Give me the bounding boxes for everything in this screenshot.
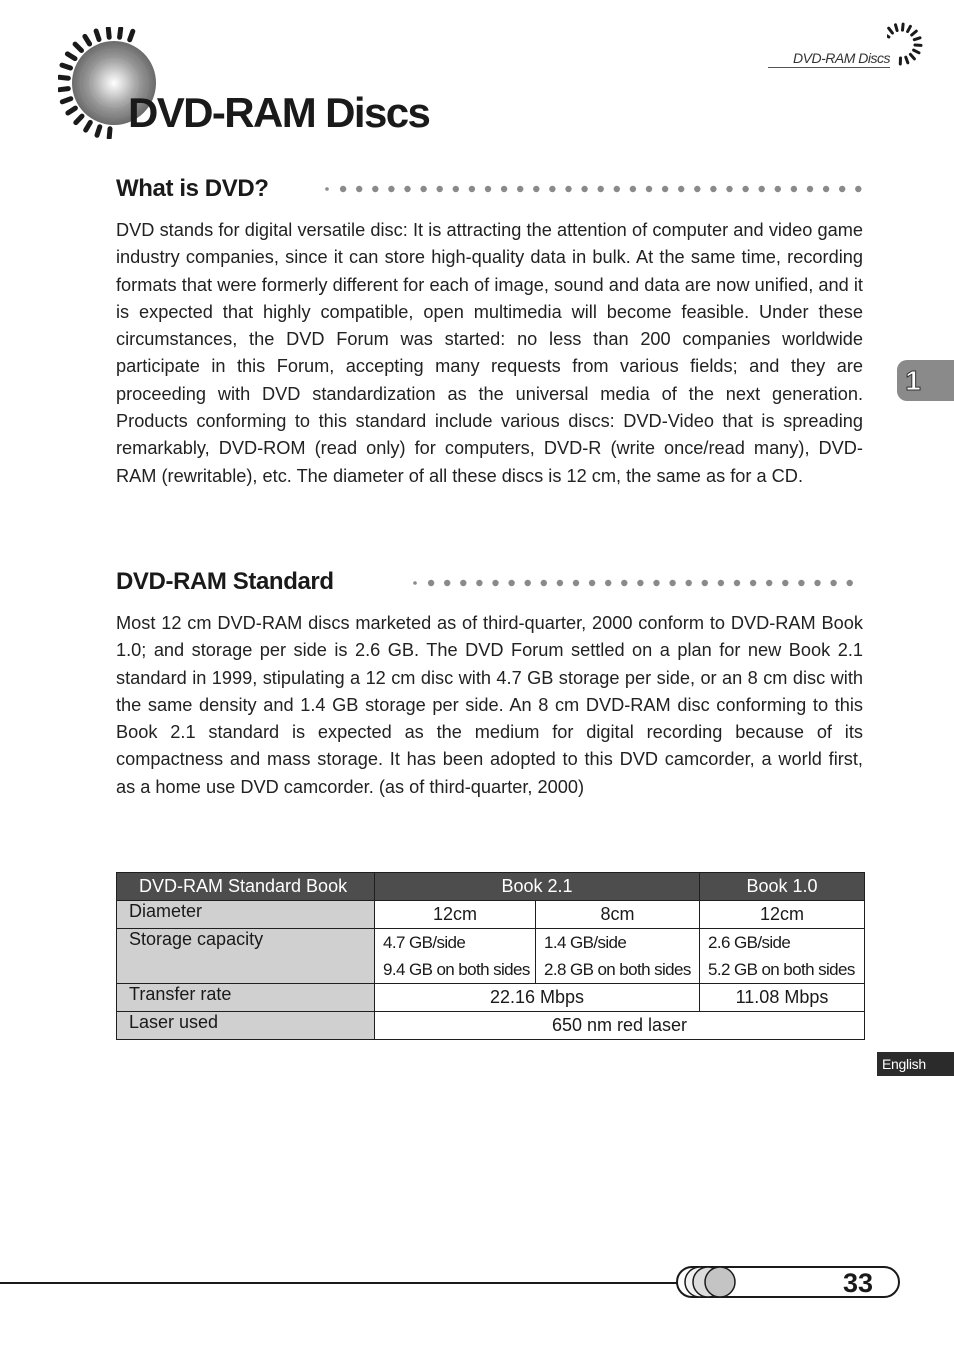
table-cell (375, 929, 536, 984)
table-cell: 22.16 Mbps (375, 984, 700, 1012)
capacity-both-sides: 2.8 GB on both sides (544, 960, 691, 979)
table-header-row (117, 873, 865, 901)
table-row (117, 1012, 865, 1040)
row-label-storage-capacity: Storage capacity (117, 929, 375, 984)
capacity-both-sides: 9.4 GB on both sides (383, 960, 530, 979)
row-label-transfer-rate: Transfer rate (117, 984, 375, 1012)
table-cell (700, 929, 865, 984)
table-row (117, 929, 865, 984)
capacity-per-side: 1.4 GB/side (544, 933, 627, 952)
table-header-cell: Book 1.0 (700, 873, 865, 901)
table-cell (536, 929, 700, 984)
table-cell: 11.08 Mbps (700, 984, 865, 1012)
header-swirl-icon (887, 18, 925, 70)
section-dots-divider (322, 184, 866, 194)
language-tab: English (877, 1052, 954, 1076)
section-dots-divider (410, 578, 866, 588)
chapter-tab (897, 360, 954, 401)
table-cell: 8cm (536, 901, 700, 929)
table-cell: 12cm (375, 901, 536, 929)
table-header-cell: DVD-RAM Standard Book (117, 873, 375, 901)
section-body-what-is-dvd: DVD stands for digital versatile disc: It is attracting the attention of computer and video game industry companies, since it can store high-quality data in bulk. At the same time, recording formats that were formerly different for each of image, sound and data are now unified, and it is expected that highly compatible, open multimedia will become feasible. Under these circumstances, the DVD Forum was started: no less than 200 companies worldwide participate in this Forum, accepting many requests from various fields; and they are proceeding with DVD standardization as the universal media of the next generation. Products conforming to this standard include various discs: DVD-Video that is spreading remarkably, DVD-ROM (read only) for computers, DVD-R (write once/read many), DVD-RAM (rewritable), etc. The diameter of all these discs is 12 cm, the same as for a CD. (116, 220, 863, 486)
table-row (117, 901, 865, 929)
table-cell: 12cm (700, 901, 865, 929)
section-title-what-is-dvd: What is DVD? (116, 175, 269, 202)
page-title: DVD-RAM Discs (128, 89, 430, 136)
capacity-per-side: 2.6 GB/side (708, 933, 791, 952)
page-number: 33 (842, 1268, 874, 1298)
capacity-per-side: 4.7 GB/side (383, 933, 466, 952)
running-header: DVD-RAM Discs (768, 50, 890, 68)
table-cell: 650 nm red laser (375, 1012, 865, 1040)
row-label-diameter: Diameter (117, 901, 375, 929)
footer-rule (0, 1282, 680, 1284)
section-title-dvd-ram-standard: DVD-RAM Standard (116, 568, 334, 595)
capacity-both-sides: 5.2 GB on both sides (708, 960, 855, 979)
table-header-cell: Book 2.1 (375, 873, 700, 901)
section-body-dvd-ram-standard: Most 12 cm DVD-RAM discs marketed as of third-quarter, 2000 conform to DVD-RAM Book 1.0; and storage per side is 2.6 GB. The DVD Forum settled on a plan for new Book 2.1 standard in 1999, stipulating a 12 cm disc with 4.7 GB storage per side, or an 8 cm disc with the same density and 1.4 GB storage per side. An 8 cm DVD-RAM disc conforming to this Book 2.1 standard is expected as the medium for digital recording because of its compactness and mass storage. It has been adopted to this DVD camcorder, a world first, as a home use DVD camcorder. (as of third-quarter, 2000) (116, 613, 863, 797)
dvd-ram-spec-table (116, 872, 865, 1040)
table-row (117, 984, 865, 1012)
row-label-laser-used: Laser used (117, 1012, 375, 1040)
chapter-number: 1 (905, 365, 921, 396)
